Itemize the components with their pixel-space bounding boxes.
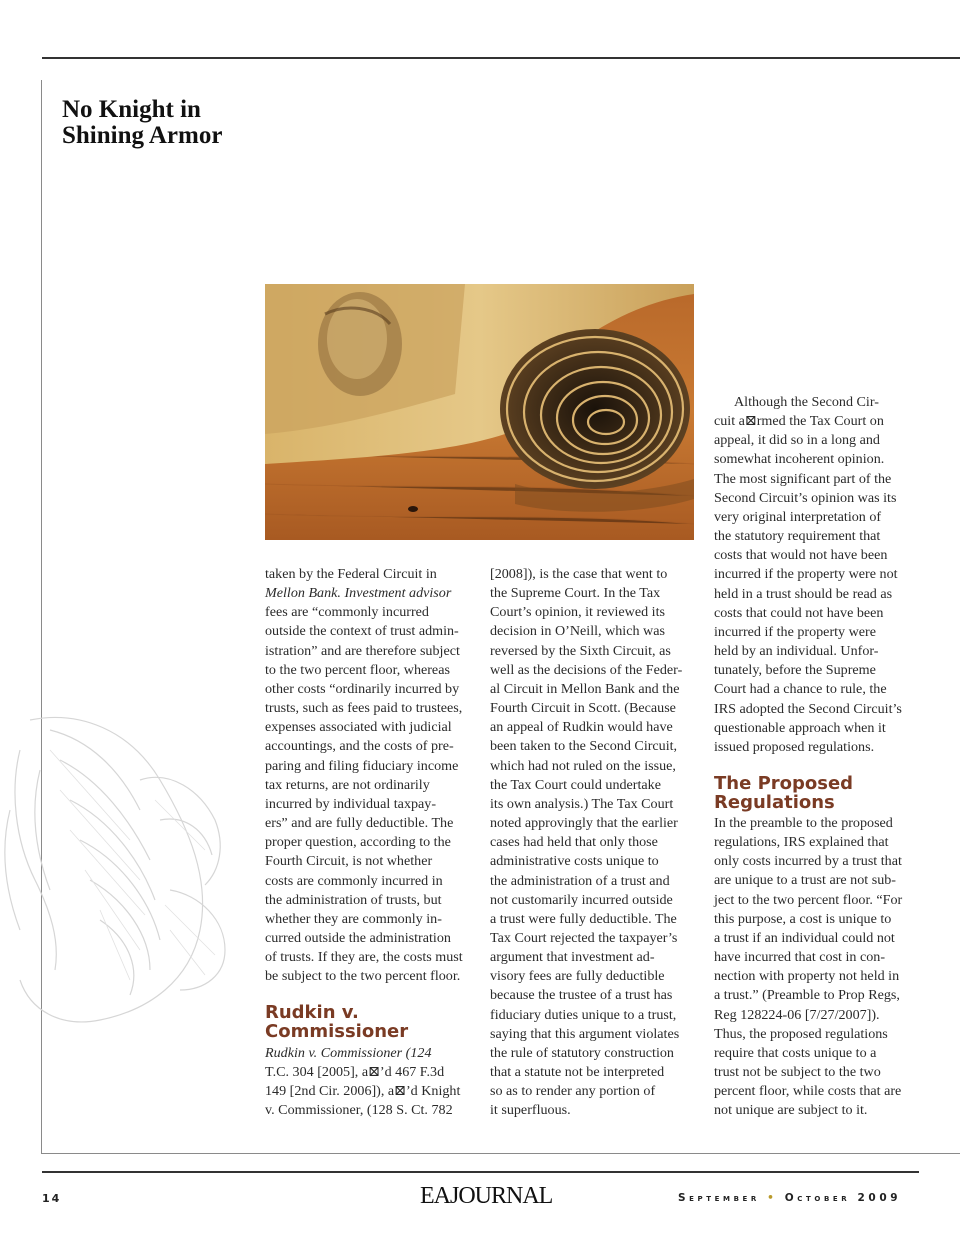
heading-line: Rudkin v. xyxy=(265,1002,359,1023)
heading-line: Regulations xyxy=(714,792,835,813)
issue-separator: • xyxy=(767,1192,778,1204)
col3-line: tunately, before the Supreme xyxy=(714,662,876,679)
col2-line: Court’s opinion, it reviewed its xyxy=(490,604,665,621)
heading-line: The Proposed xyxy=(714,773,854,794)
col3-line: held in a trust should be read as xyxy=(714,585,893,602)
col1-line: fees are “commonly incurred xyxy=(265,604,429,621)
col3-line: require that costs unique to a xyxy=(714,1044,877,1061)
col1-line: trusts, such as fees paid to trustees, xyxy=(265,700,463,717)
citation-line: 149 [2nd Cir. 2006]), a⊠’d Knight xyxy=(265,1083,461,1100)
col2-line: the rule of statutory construction xyxy=(490,1044,674,1061)
col3-line: have incurred that cost in con- xyxy=(714,949,886,966)
issue-month-end: October 2009 xyxy=(784,1192,902,1204)
col3-line: In the preamble to the proposed xyxy=(714,815,893,831)
issue-month-start: September xyxy=(678,1192,760,1204)
col2-line: fiduciary duties unique to a trust, xyxy=(490,1006,677,1023)
col3-line: somewhat incoherent opinion. xyxy=(714,451,885,468)
col3-line: ject to the two percent floor. “For xyxy=(714,891,903,908)
col2-line: a trust were fully deductible. The xyxy=(490,910,677,927)
page-number: 14 xyxy=(42,1192,62,1205)
col3-line: Reg 128224-06 [7/27/2007]). xyxy=(714,1006,880,1023)
article-title xyxy=(62,97,322,149)
col3-line: are unique to a trust are not sub- xyxy=(714,872,896,889)
col2-line: [2008]), is the case that went to xyxy=(490,566,668,582)
col1-line: costs are commonly incurred in xyxy=(265,872,443,889)
col2-line: so as to render any portion of xyxy=(490,1083,656,1100)
col2-line: well as the decisions of the Feder- xyxy=(490,661,683,678)
col1-line: Fourth Circuit, is not whether xyxy=(265,853,433,870)
col3-line: cuit a⊠rmed the Tax Court on xyxy=(714,413,884,430)
col1-line: incurred by individual taxpay- xyxy=(265,795,437,812)
col3-line: incurred if the property were xyxy=(714,623,877,640)
col2-line: because the trustee of a trust has xyxy=(490,987,673,1004)
col1-line: whether they are commonly in- xyxy=(265,910,442,927)
case-name: Mellon Bank. Investment advisor xyxy=(265,585,452,602)
col1-line: tax returns, are not ordinarily xyxy=(265,776,430,793)
column-1 xyxy=(265,565,475,986)
col3-line: IRS adopted the Second Circuit’s xyxy=(714,700,902,717)
col2-line: the Tax Court could undertake xyxy=(490,776,661,793)
column-3-top xyxy=(714,393,919,757)
col2-line: cases had held that only those xyxy=(490,834,658,851)
col1-line: taken by the Federal Circuit in xyxy=(265,566,437,582)
col3-line: very original interpretation of xyxy=(714,508,882,525)
section-heading-proposed-regulations xyxy=(714,774,853,812)
col2-line: that a statute not be interpreted xyxy=(490,1064,665,1081)
col3-line: the statutory requirement that xyxy=(714,528,881,545)
col3-line: Although the Second Cir- xyxy=(734,394,879,410)
col3-line: costs that could not have been xyxy=(714,604,884,621)
col3-line: Court had a chance to rule, the xyxy=(714,681,887,698)
col3-line: Thus, the proposed regulations xyxy=(714,1025,888,1042)
section-heading-rudkin xyxy=(265,1003,408,1041)
col2-line: saying that this argument violates xyxy=(490,1025,680,1042)
col1-line: curred outside the administration xyxy=(265,929,451,946)
col1-line: other costs “ordinarily incurred by xyxy=(265,680,460,697)
bottom-rule xyxy=(42,1171,919,1173)
col3-line: only costs incurred by a trust that xyxy=(714,853,902,870)
col3-line: this purpose, a cost is unique to xyxy=(714,910,892,927)
heading-line: Commissioner xyxy=(265,1021,409,1042)
col1-line: ers” and are fully deductible. The xyxy=(265,815,454,832)
col2-line: argument that investment ad- xyxy=(490,949,655,966)
col3-line: The most significant part of the xyxy=(714,470,892,487)
col2-line: administrative costs unique to xyxy=(490,853,659,870)
col1-line: be subject to the two percent floor. xyxy=(265,968,461,985)
col2-line: noted approvingly that the earlier xyxy=(490,815,678,832)
rudkin-citation xyxy=(265,1044,475,1121)
col2-line: decision in O’Neill, which was xyxy=(490,623,665,640)
col1-line: accountings, and the costs of pre- xyxy=(265,738,454,755)
col1-line: the administration of trusts, but xyxy=(265,891,442,908)
col2-line: reversed by the Sixth Circuit, as xyxy=(490,642,671,659)
issue-date xyxy=(678,1192,901,1204)
citation-line: T.C. 304 [2005], a⊠’d 467 F.3d xyxy=(265,1064,445,1081)
col2-line: been taken to the Second Circuit, xyxy=(490,738,678,755)
col3-line: Second Circuit’s opinion was its xyxy=(714,489,897,506)
citation-line: v. Commissioner, (128 S. Ct. 782 xyxy=(265,1102,453,1119)
title-line-2: Shining Armor xyxy=(62,122,223,149)
col2-line: which had not ruled on the issue, xyxy=(490,757,676,774)
col3-line: not unique are subject to it. xyxy=(714,1102,868,1119)
col3-line: a trust if an individual could not xyxy=(714,929,895,946)
leaf-ornament xyxy=(0,690,240,1030)
col3-line: held by an individual. Unfor- xyxy=(714,643,879,660)
col2-line: it superfluous. xyxy=(490,1102,571,1119)
col3-line: appeal, it did so in a long and xyxy=(714,432,880,449)
citation-line: Rudkin v. Commissioner (124 xyxy=(265,1045,432,1061)
column-2 xyxy=(490,565,700,1121)
col1-line: proper question, according to the xyxy=(265,834,451,851)
col3-line: issued proposed regulations. xyxy=(714,738,875,755)
col1-line: to the two percent floor, whereas xyxy=(265,661,450,678)
column-3-body xyxy=(714,814,919,1121)
col3-line: regulations, IRS explained that xyxy=(714,834,889,851)
col2-line: Fourth Circuit in Scott. (Because xyxy=(490,700,676,717)
col2-line: Tax Court rejected the taxpayer’s xyxy=(490,929,678,946)
col1-line: paring and filing fiduciary income xyxy=(265,757,459,774)
col2-line: an appeal of Rudkin would have xyxy=(490,719,673,736)
col3-line: percent floor, while costs that are xyxy=(714,1083,902,1100)
col2-line: al Circuit in Mellon Bank and the xyxy=(490,680,680,697)
col1-line: expenses associated with judicial xyxy=(265,719,452,736)
col2-line: its own analysis.) The Tax Court xyxy=(490,795,674,812)
col3-line: trust not be subject to the two xyxy=(714,1064,881,1081)
col3-line: incurred if the property were not xyxy=(714,566,898,583)
money-roll-photo xyxy=(265,284,694,540)
col3-line: costs that would not have been xyxy=(714,547,888,564)
title-line-1: No Knight in xyxy=(62,96,201,123)
top-rule xyxy=(42,57,960,59)
col2-line: visory fees are fully deductible xyxy=(490,968,665,985)
col1-line: of trusts. If they are, the costs must xyxy=(265,949,463,966)
col2-line: the Supreme Court. In the Tax xyxy=(490,585,661,602)
col3-line: questionable approach when it xyxy=(714,719,886,736)
col2-line: not customarily incurred outside xyxy=(490,891,673,908)
col1-line: istration” and are therefore subject xyxy=(265,642,460,659)
col1-line xyxy=(265,584,475,603)
col3-line: a trust.” (Preamble to Prop Regs, xyxy=(714,987,900,1004)
col2-line: the administration of a trust and xyxy=(490,872,670,889)
publication-masthead: EAJOURNAL xyxy=(420,1183,553,1209)
col3-line: nection with property not held in xyxy=(714,968,900,985)
col1-line: outside the context of trust admin- xyxy=(265,623,459,640)
